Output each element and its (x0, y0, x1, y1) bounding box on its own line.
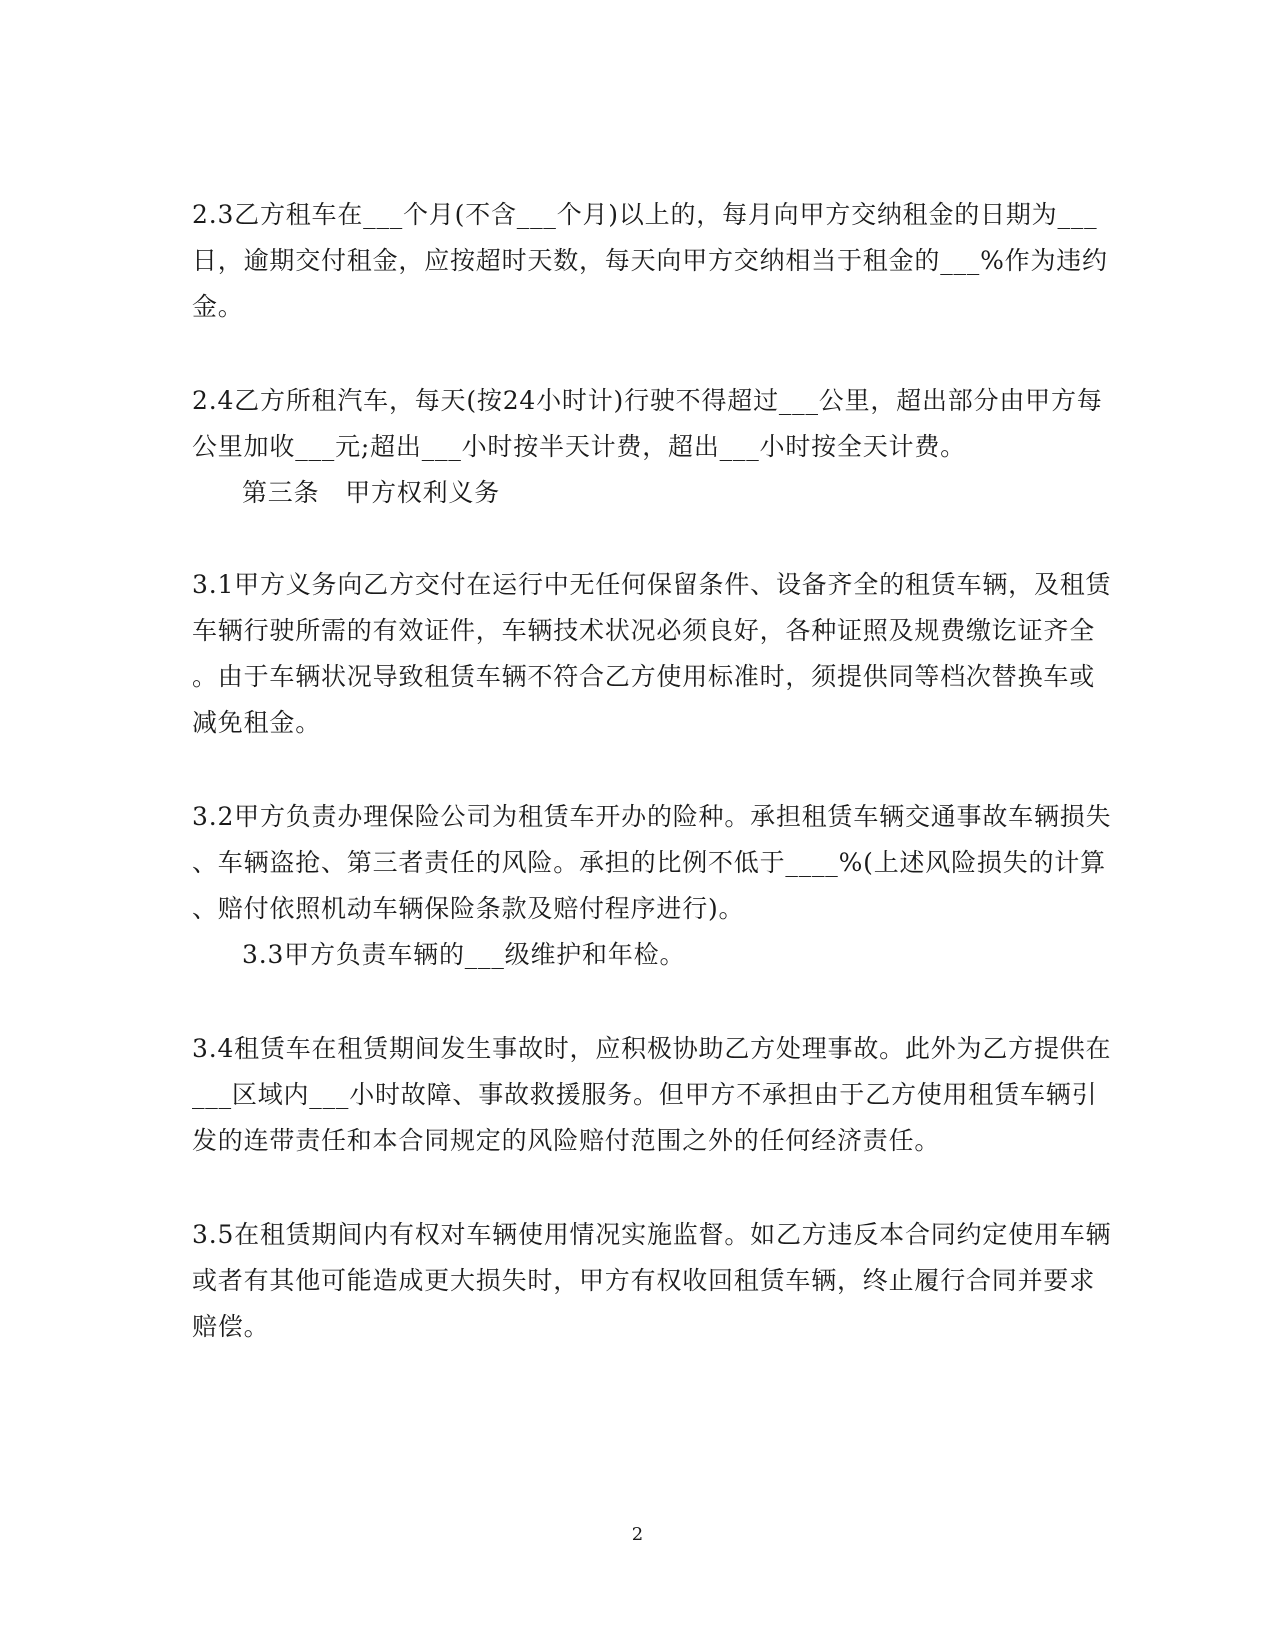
text-line: 车辆行驶所需的有效证件，车辆技术状况必须良好，各种证照及规费缴讫证齐全 (192, 616, 1096, 645)
section-heading: 第三条 甲方权利义务 (242, 478, 501, 507)
text-line: 赔偿。 (192, 1312, 270, 1341)
page-number: 2 (631, 1524, 644, 1545)
text-line: 2.3乙方租车在___个月(不含___个月)以上的，每月向甲方交纳租金的日期为___ (192, 200, 1098, 229)
text-line: 3.2甲方负责办理保险公司为租赁车开办的险种。承担租赁车辆交通事故车辆损失 (192, 802, 1112, 831)
text-line: 金。 (192, 292, 244, 321)
text-line: 2.4乙方所租汽车，每天(按24小时计)行驶不得超过___公里，超出部分由甲方每 (192, 386, 1103, 415)
text-line: 公里加收___元;超出___小时按半天计费，超出___小时按全天计费。 (192, 432, 966, 461)
text-line: 发的连带责任和本合同规定的风险赔付范围之外的任何经济责任。 (192, 1126, 941, 1155)
text-line: 3.4租赁车在租赁期间发生事故时，应积极协助乙方处理事故。此外为乙方提供在 (192, 1034, 1112, 1063)
text-line: 减免租金。 (192, 708, 322, 737)
text-line: 、赔付依照机动车辆保险条款及赔付程序进行)。 (192, 894, 745, 923)
text-line: 3.5在租赁期间内有权对车辆使用情况实施监督。如乙方违反本合同约定使用车辆 (192, 1220, 1112, 1249)
text-line: 3.1甲方义务向乙方交付在运行中无任何保留条件、设备齐全的租赁车辆，及租赁 (192, 570, 1112, 599)
text-line: 日，逾期交付租金，应按超时天数，每天向甲方交纳相当于租金的___%作为违约 (192, 246, 1108, 275)
text-line: 、车辆盗抢、第三者责任的风险。承担的比例不低于____%(上述风险损失的计算 (192, 848, 1106, 877)
text-line: 3.3甲方负责车辆的___级维护和年检。 (242, 940, 686, 969)
text-line: 。由于车辆状况导致租赁车辆不符合乙方使用标准时，须提供同等档次替换车或 (192, 662, 1096, 691)
text-line: ___区域内___小时故障、事故救援服务。但甲方不承担由于乙方使用租赁车辆引 (192, 1080, 1098, 1109)
text-line: 或者有其他可能造成更大损失时，甲方有权收回租赁车辆，终止履行合同并要求 (192, 1266, 1096, 1295)
